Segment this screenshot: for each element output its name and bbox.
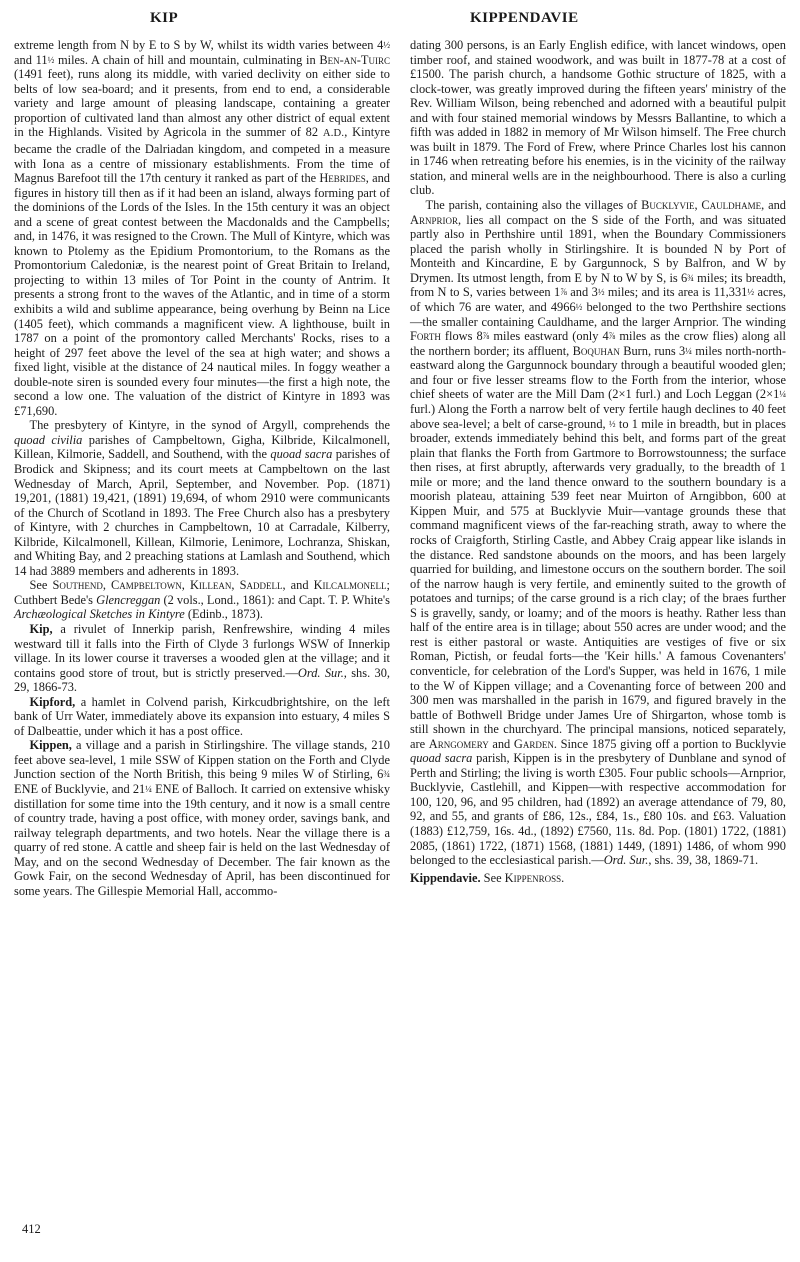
header-right-title: KIPPENDAVIE xyxy=(470,10,579,26)
left-column xyxy=(14,38,390,899)
paragraph: The parish, containing also the villages of Bucklyvie, Cauldhame, and Arnprior, lies all compact on the S side of the Forth, and was situated partly also in Perthshire until 1891, when the Boundary Commissioners placed the parish wholly in Stirlingshire. It is bounded N by Port of Monteith and Kincardine, E by Gargunnock, S by Balfron, and W by Drymen. Its utmost length, from E by N to W by S, is 6¾ miles; its breadth, from N to S, varies between 1⅞ and 3½ miles; and its area is 11,331½ acres, of which 76 are water, and 4966½ belonged to the two Perthshire sections—the smaller containing Cauldhame, and the larger Arnprior. The winding Forth flows 8⅞ miles eastward (only 4⅞ miles as the crow flies) along all the northern border; its affluent, Boquhan Burn, runs 3¼ miles north-north-eastward along the Gargunnock boundary through a beautiful wooded glen; and four or five lesser streams flow to the Forth from the interior, whose chief sheets of water are the Mill Dam (2×1 furl.) and Loch Leggan (2×1¼ furl.) Along the Forth a narrow belt of very fertile haugh declines to 40 feet above sea-level; a belt of carse-ground, ½ to 1 mile in breadth, but in places broader, extends immediately behind this belt, and forms part of the great plain that flanks the Forth from Gartmore to Borrowstounness; the surface then rises, at first abruptly, afterwards very gradually, to the breadth of 1 mile or more; and the land thence onward to the southern boundary is a moorish plateau, attaining 539 feet near Muirton of Arngibbon, 600 at Kippen Muir, and 575 at Bucklyvie Muir—vantage grounds these that command magnificent views of the far-reaching strath, away to where the rocks of Craigforth, Stirling Castle, and Abbey Craig appear like islands in the distance. Red sandstone abounds on the moors, and has been largely quarried for building, and limestone occurs on the southern border. The soil of the narrow haugh is very fertile, and eminently suited to the growth of potatoes and turnips; of the carse ground is a rich clay; of the braes further S is gravelly, sandy, or loamy; and of the moors is heathy. Rather less than half of the entire area is in tillage; about 550 acres are under wood; and the rest is either pastoral or waste. Antiquities are vestiges of five or six Roman, Pictish, or feudal forts—the 'Keir hills.' A famous Covenanters' conventicle, for celebration of the Lord's Supper, was held in 1676, 1 mile to the W of Kippen village; and a Covenanting force of between 200 and 300 men was marshalled in the parish in 1679, and figured bravely in the battle of Bothwell Bridge under James Ure of Shirgarton, whose tomb is still shown in the churchyard. The principal mansions, noticed separately, are Arngomery and Garden. Since 1875 giving off a portion to Bucklyvie quoad sacra parish, Kippen is in the presbytery of Dunblane and synod of Perth and Stirling; the living is worth £305. Four public schools—Arnprior, Bucklyvie, Castlehill, and Kippen—with respective accommodation for 100, 120, 96, and 95 children, had (1892) an average attendance of 79, 80, 92, and 55, and grants of £86, 12s., £84, 1s., £80 10s. and £63. Valuation (1883) £12,759, 16s. 4d., (1892) £7560, 11s. 8d. Pop. (1801) 1722, (1881) 2085, (1861) 1722, (1871) 1568, (1881) 1449, (1891) 1486, of whom 990 belonged to the ecclesiastical parish.—Ord. Sur., shs. 39, 38, 1869-71. xyxy=(410,198,787,868)
header-left-title: KIP xyxy=(150,10,179,26)
entry-kippendavie: Kippendavie. See Kippenross. xyxy=(410,870,565,885)
paragraph: See Southend, Campbeltown, Killean, Saddell, and Kilcalmonell; Cuthbert Bede's Glencreggan (2 vols., Lond., 1861): and Capt. T. P. White's Archæological Sketches in Kintyre (Edinb., 1873). xyxy=(14,578,390,622)
entry-kippen: Kippen, a village and a parish in Stirlingshire. The village stands, 210 feet above sea-level, 1 mile SSW of Kippen station on the Forth and Clyde Junction section of the North British, this being 9 miles W of Stirling, 6¾ ENE of Bucklyvie, and 21¼ ENE of Balloch. It carried on extensive whisky distillation for some time into the 19th century, and it now is a small centre of country trade, having a post office, with money order, savings bank, and railway telegraph departments, and two hotels. Near the village there is a quarry of red stone. A cattle and sheep fair is held on the last Wednesday of May, and on the second Wednesday of December. The fair known as the Gowk Fair, on the second Wednesday of April, has been discontinued for some years. The Gillespie Memorial Hall, accommo- xyxy=(14,738,391,898)
paragraph: extreme length from N by E to S by W, whilst its width varies between 4½ and 11½ miles. A chain of hill and mountain, culminating in Ben-an-Tuirc (1491 feet), runs along its middle, with varied declivity on either side to belts of low sea-board; and it presents, from end to end, a considerable variety and large amount of pleasing landscape, containing a greater proportion of cultivated land than almost any other district of equal extent in the Highlands. Visited by Agricola in the summer of 82 A.D., Kintyre became the cradle of the Dalriadan kingdom, and competed in a measure with Iona as a centre of missionary establishments. From the time of Magnus Barefoot till the 17th century it ranked as part of the Hebrides, and figures in history till then as if it had been an island, always forming part of the dominions of the Lords of the Isles. In the 15th century it was an object and a scene of great contest between the Macdonalds and the Campbells; and, in 1476, it was resigned to the Crown. The Mull of Kintyre, which was known to Ptolemy as the Epidium Promontorium, to the Romans as the Promontorium Caledoniæ, is the nearest point of Great Britain to Ireland, projecting to within 13 miles of Tor Point in the county of Antrim. It presents a strong front to the waves of the Atlantic, and in time of a storm exhibits a wild and sublime appearance, being overhung by Beinn na Lice (1405 feet), which commands a magnificent view. A lighthouse, built in 1787 on a point of the promontory called Merchants' Rocks, rises to a height of 297 feet above the level of the sea at high water; and shows a fixed light, visible at the distance of 24 nautical miles. In foggy weather a double-note siren is sounded every four minutes—the first a high note, the second a low one. The valuation of the district of Kintyre in 1893 was £71,690. xyxy=(14,38,391,418)
page-header xyxy=(0,10,800,32)
entry-kipford: Kipford, a hamlet in Colvend parish, Kirkcudbrightshire, on the left bank of Urr Water, immediately above its expansion into estuary, 4 miles S of Dalbeattie, under which it has a post office. xyxy=(14,694,390,738)
entry-kip: Kip, a rivulet of Innerkip parish, Renfrewshire, winding 4 miles westward till it falls into the Firth of Clyde 3 furlongs WSW of Innerkip village. In its lower course it traverses a wooded glen at the village; and it contains good store of trout, but is strictly preserved.—Ord. Sur., shs. 30, 29, 1866-73. xyxy=(14,622,391,695)
right-column xyxy=(410,38,786,899)
paragraph: The presbytery of Kintyre, in the synod of Argyll, comprehends the quoad civilia parishes of Campbeltown, Gigha, Kilbride, Kilcalmonell, Killean, Kilmorie, Saddell, and Southend, with the quoad sacra parishes of Brodick and Skipness; and its court meets at Campbeltown on the last Wednesday of March, April, September, and November. Pop. (1871) 19,201, (1881) 19,421, (1891) 19,694, of whom 2910 were communicants of the Church of Scotland in 1893. The Free Church also has a presbytery of Kintyre, with 2 churches in Campbeltown, 10 at Carradale, Kilberry, Kilbride, Kilcalmonell, Killean, Kilmorie, Lenimore, Lochranza, Shiskan, and Whiting Bay, and 2 preaching stations at Lamlash and Southend, which 14 had 3889 members and adherents in 1893. xyxy=(14,418,391,578)
page-number: 412 xyxy=(22,1222,41,1236)
text-columns xyxy=(14,38,786,899)
paragraph: dating 300 persons, is an Early English edifice, with lancet windows, open timber roof, and stained woodwork, and was built in 1877-78 at a cost of £1500. The parish church, a handsome Gothic structure of 1825, with a clock-tower, was greatly improved during the fifteen years' ministry of the Rev. William Wilson, being rebenched and adorned with a beautiful pulpit and with four stained memorial windows by Messrs Ballantine, to which a fifth was added in 1882 in memory of Mr Wilson himself. The Free church was built in 1879. The Ford of Frew, where Prince Charles lost his cannon in 1746 when retreating before his enemies, is in the vicinity of the railway station, and mineral wells are in the neighbourhood. There is also a curling club. xyxy=(410,38,786,198)
